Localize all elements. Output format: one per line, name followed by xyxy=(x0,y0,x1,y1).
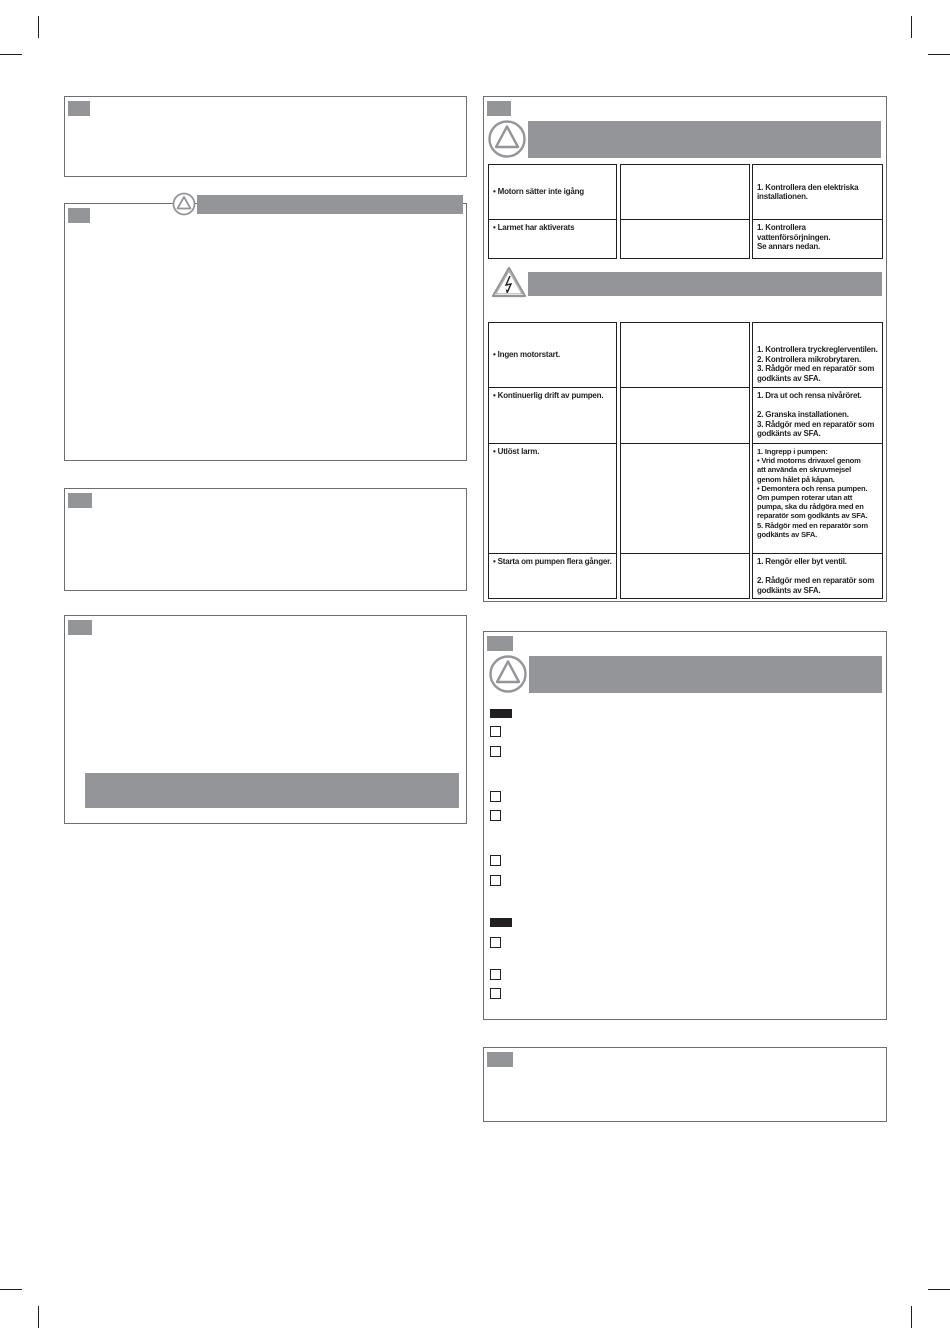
warning-header-bar xyxy=(528,121,881,158)
crop-mark xyxy=(0,1289,22,1290)
checklist-checkbox[interactable] xyxy=(490,746,501,757)
section-panel-last xyxy=(483,1047,887,1122)
table2-remedy-3: 1. Ingrepp i pumpen: • Vrid motorns drivaxel genom att använda en skruvmejsel genom hålet på kåpan. • Demontera och rensa pumpen. Om pumpen roterar utan att pumpa, ska du rådgöra med en reparatör som godkänts av SFA. 5. Rådgör med en reparatör som godkänts av SFA. xyxy=(752,443,883,554)
checklist-checkbox[interactable] xyxy=(490,810,501,821)
table2-symptom-3: • Utlöst larm. xyxy=(488,443,617,554)
table1-symptom-2: • Larmet har aktiverats xyxy=(488,219,617,259)
checklist-checkbox[interactable] xyxy=(490,988,501,999)
warning-triangle-icon xyxy=(488,120,526,158)
crop-mark xyxy=(911,1306,912,1328)
checklist-checkbox[interactable] xyxy=(490,969,501,980)
section-panel-3 xyxy=(64,488,467,591)
warning-header xyxy=(170,192,465,218)
checklist-checkbox[interactable] xyxy=(490,726,501,737)
table2-cause-3 xyxy=(620,443,750,554)
table2-remedy-2: 1. Dra ut och rensa nivåröret. 2. Granska installationen. 3. Rådgör med en reparatör som godkänts av SFA. xyxy=(752,387,883,444)
section-tab xyxy=(487,101,511,116)
section-tab xyxy=(68,620,92,635)
checklist-group-marker xyxy=(490,918,512,927)
crop-mark xyxy=(38,1306,39,1328)
table1-remedy-1: 1. Kontrollera den elektriska installationen. xyxy=(752,164,883,220)
section-panel-2 xyxy=(64,203,467,461)
warning-header-bar xyxy=(197,195,463,214)
table2-remedy-4: 1. Rengör eller byt ventil. 2. Rådgör med en reparatör som godkänts av SFA. xyxy=(752,553,883,599)
table1-symptom-1: • Motorn sätter inte igång xyxy=(488,164,617,220)
crop-mark xyxy=(928,1289,950,1290)
table2-symptom-1: • Ingen motorstart. xyxy=(488,322,617,388)
table2-symptom-4: • Starta om pumpen flera gånger. xyxy=(488,553,617,599)
table1-cause-2 xyxy=(620,219,750,259)
electrical-hazard-icon xyxy=(492,267,526,297)
warning-triangle-icon xyxy=(172,192,196,216)
checklist-panel xyxy=(483,631,887,1020)
section-tab xyxy=(487,1052,513,1067)
crop-mark xyxy=(911,16,912,38)
checklist-checkbox[interactable] xyxy=(490,875,501,886)
table2-symptom-2: • Kontinuerlig drift av pumpen. xyxy=(488,387,617,444)
table2-cause-1 xyxy=(620,322,750,388)
section-tab xyxy=(68,493,92,508)
table1-remedy-2: 1. Kontrollera vattenförsörjningen. Se annars nedan. xyxy=(752,219,883,259)
checklist-checkbox[interactable] xyxy=(490,855,501,866)
checklist-checkbox[interactable] xyxy=(490,937,501,948)
table2-cause-2 xyxy=(620,387,750,444)
checklist-group-marker xyxy=(490,709,512,718)
table1-cause-1 xyxy=(620,164,750,220)
table2-remedy-1: 1. Kontrollera tryckreglerventilen. 2. Kontrollera mikrobrytaren. 3. Rådgör med en reparatör som godkänts av SFA. xyxy=(752,322,883,388)
troubleshooting-panel xyxy=(483,96,887,602)
checklist-checkbox[interactable] xyxy=(490,791,501,802)
warning-header-bar xyxy=(529,656,882,693)
section-tab xyxy=(487,636,513,651)
section-panel-4 xyxy=(64,615,467,824)
note-bar xyxy=(85,773,459,808)
table2-cause-4 xyxy=(620,553,750,599)
section-panel-1 xyxy=(64,96,467,177)
section-tab xyxy=(68,208,90,223)
electrical-header-bar xyxy=(528,272,882,296)
crop-mark xyxy=(928,54,950,55)
crop-mark xyxy=(38,16,39,38)
section-tab xyxy=(68,101,90,116)
crop-mark xyxy=(0,54,22,55)
warning-triangle-icon xyxy=(489,655,527,693)
